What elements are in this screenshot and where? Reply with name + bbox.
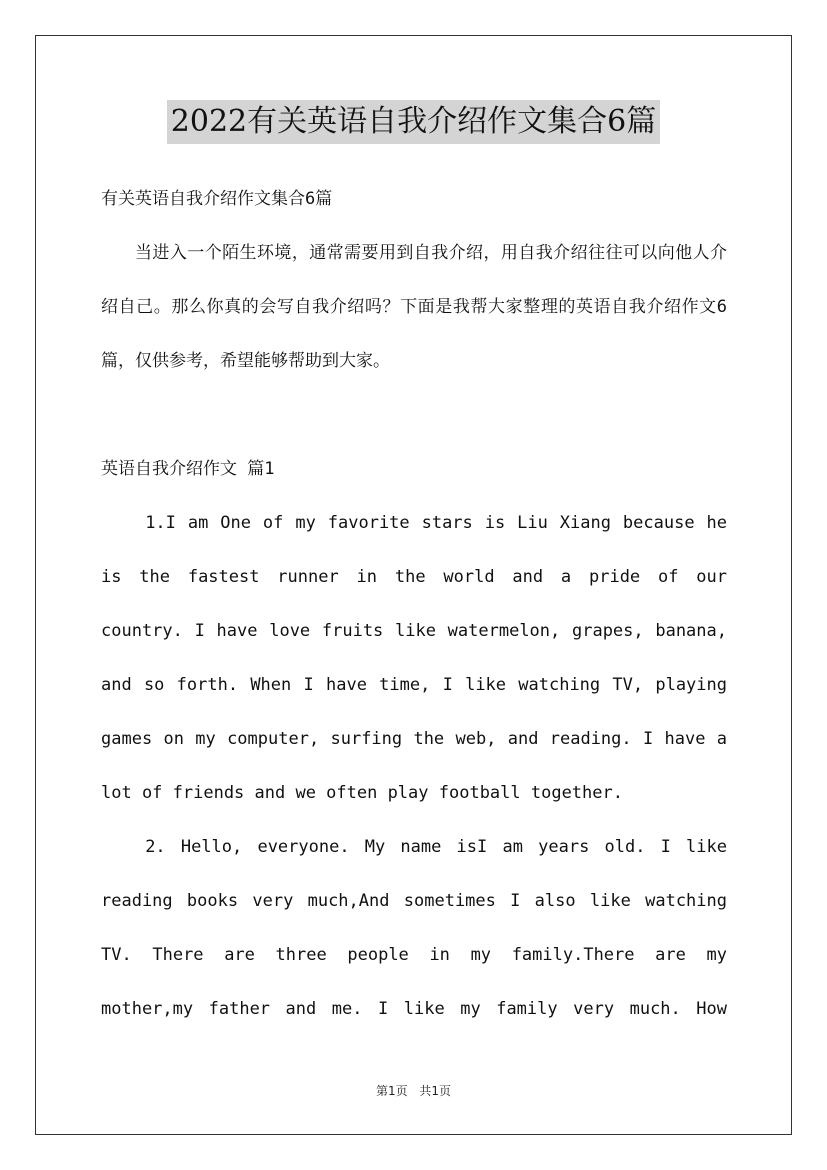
page-total: 共1页 <box>419 1084 452 1098</box>
title-area <box>0 100 827 144</box>
section-gap <box>101 388 727 442</box>
page-footer <box>0 1082 827 1099</box>
page-current: 第1页 <box>375 1084 408 1098</box>
document-subtitle: 有关英语自我介绍作文集合6篇 <box>101 189 333 209</box>
document-title: 2022有关英语自我介绍作文集合6篇 <box>167 100 660 144</box>
intro-paragraph: 当进入一个陌生环境，通常需要用到自我介绍，用自我介绍往往可以向他人介绍自己。那么你真的会写自我介绍吗？下面是我帮大家整理的英语自我介绍作文6篇，仅供参考，希望能够帮助到大家。 <box>101 243 727 371</box>
document-body <box>101 172 727 1036</box>
paragraph-1: 1.I am One of my favorite stars is Liu Xiang because he is the fastest runner in the world and a pride of our country. I have love fruits like watermelon, grapes, banana, and so forth. When I have time, I like watching TV, playing games on my computer, surfing the web, and reading. I have a lot of friends and we often play football together. <box>101 513 727 803</box>
paragraph-2: 2. Hello, everyone. My name isI am years old. I like reading books very much,And sometimes I also like watching TV. There are three people in my family.There are my mother,my father and me. I like my family very much. How <box>101 837 727 1019</box>
section-heading: 英语自我介绍作文 篇1 <box>101 459 275 479</box>
